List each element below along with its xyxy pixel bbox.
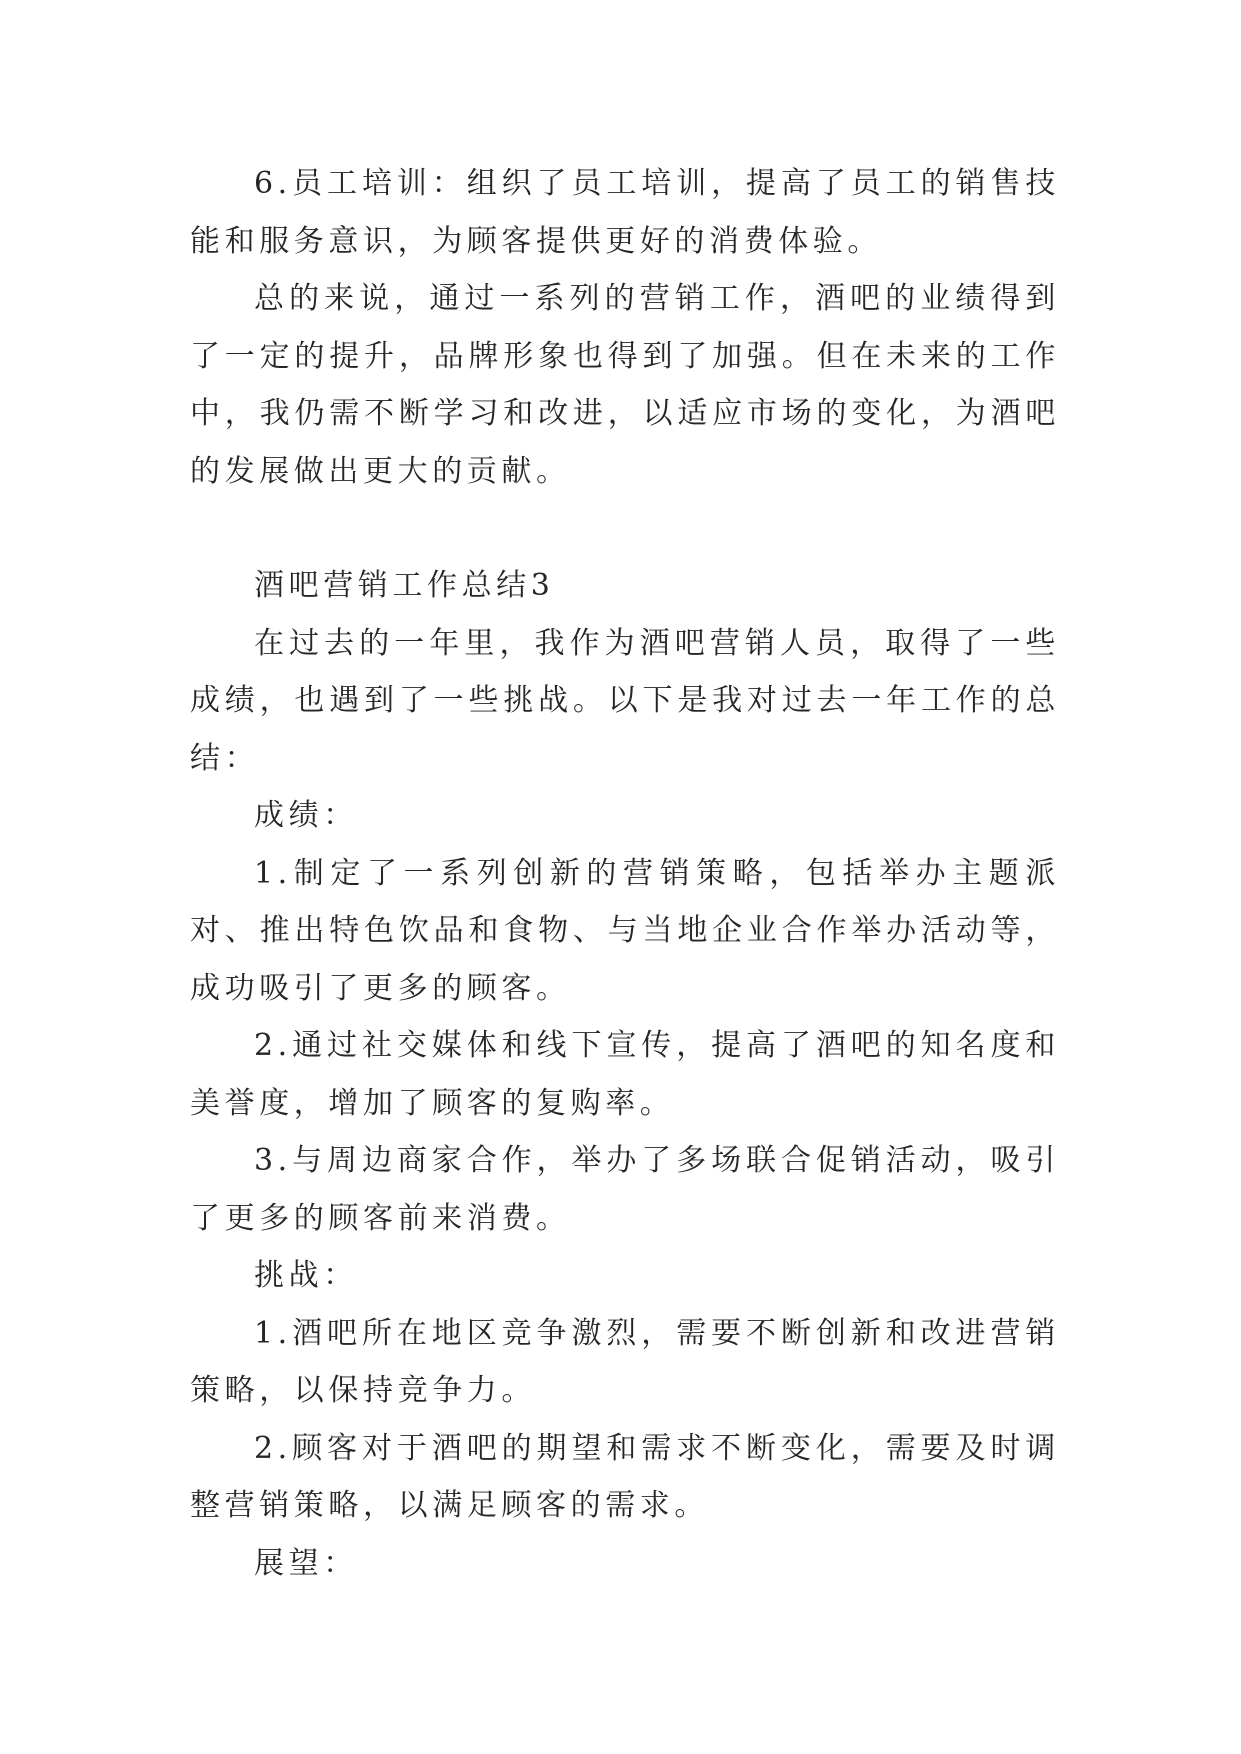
document-body — [190, 155, 1060, 1592]
achievements-heading: 成绩： — [254, 798, 358, 833]
challenges-heading: 挑战： — [254, 1258, 358, 1293]
challenge-item-1: 1.酒吧所在地区竞争激烈，需要不断创新和改进营销策略，以保持竞争力。 — [190, 1315, 1060, 1408]
section-title: 酒吧营销工作总结3 — [254, 568, 555, 603]
paragraph-staff-training: 6.员工培训：组织了员工培训，提高了员工的销售技能和服务意识，为顾客提供更好的消费体验。 — [190, 166, 1060, 259]
achievement-item-3: 3.与周边商家合作，举办了多场联合促销活动，吸引了更多的顾客前来消费。 — [190, 1143, 1060, 1236]
paragraph-intro: 在过去的一年里，我作为酒吧营销人员，取得了一些成绩，也遇到了一些挑战。以下是我对过去一年工作的总结： — [190, 625, 1060, 776]
paragraph-summary: 总的来说，通过一系列的营销工作，酒吧的业绩得到了一定的提升，品牌形象也得到了加强。但在未来的工作中，我仍需不断学习和改进，以适应市场的变化，为酒吧的发展做出更大的贡献。 — [190, 281, 1060, 489]
outlook-heading: 展望： — [254, 1545, 358, 1581]
section-spacer — [190, 500, 1060, 557]
achievement-item-2: 2.通过社交媒体和线下宣传，提高了酒吧的知名度和美誉度，增加了顾客的复购率。 — [190, 1028, 1060, 1121]
challenge-item-2: 2.顾客对于酒吧的期望和需求不断变化，需要及时调整营销策略，以满足顾客的需求。 — [190, 1430, 1060, 1523]
achievement-item-1: 1.制定了一系列创新的营销策略，包括举办主题派对、推出特色饮品和食物、与当地企业合作举办活动等，成功吸引了更多的顾客。 — [190, 855, 1060, 1006]
